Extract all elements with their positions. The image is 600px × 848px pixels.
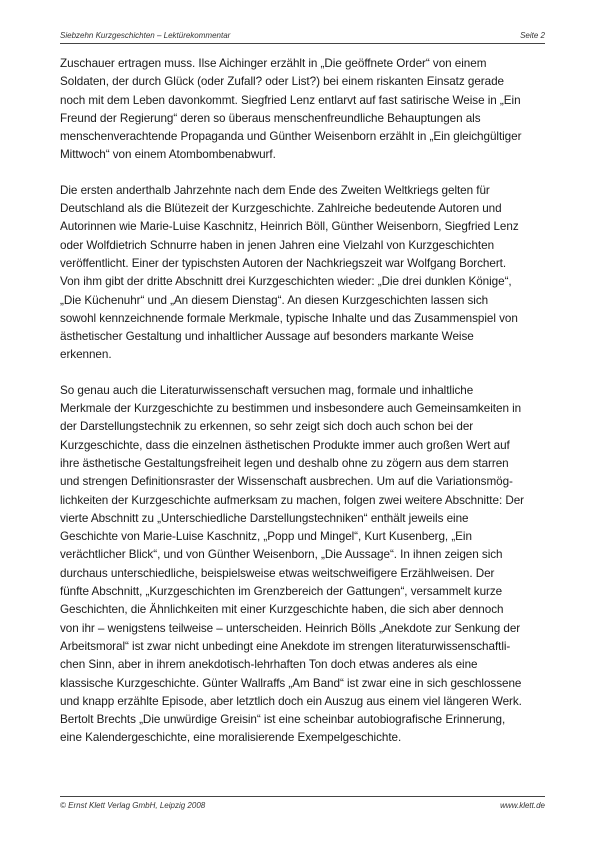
text-line: Deutschland als die Blütezeit der Kurzgeschichte. Zahlreiche bedeutende Autoren und	[60, 202, 502, 216]
text-line: Geschichte von Marie-Luise Kaschnitz, „Popp und Mingel“, Kurt Kusenberg, „Ein	[60, 530, 472, 544]
text-line: eine Kalendergeschichte, eine moralisierende Exempelgeschichte.	[60, 731, 402, 745]
text-line: „Die Küchenuhr“ und „An diesem Dienstag“. An diesen Kurzgeschichten lassen sich	[60, 293, 489, 307]
text-line: Soldaten, der durch Glück (oder Zufall? oder List?) bei einem riskanten Einsatz gerade	[60, 75, 504, 89]
text-line: lichkeiten der Kurzgeschichte aufmerksam zu machen, folgen zwei weitere Abschnitte: Der	[60, 493, 525, 507]
text-line: und strengen Definitionsraster der Wissenschaft ausbrechen. Um auf die Variationsmög-	[60, 475, 513, 489]
publisher-url: www.klett.de	[500, 801, 545, 810]
text-line: Geschichten, die Ähnlichkeiten mit einer Kurzgeschichte haben, die sich aber dennoch	[60, 603, 504, 617]
page-footer	[60, 796, 545, 811]
text-line: Freund der Regierung“ deren so überaus menschenfreundliche Behauptungen als	[60, 111, 481, 125]
text-line: und knapp erzählte Episode, aber letztlich doch ein Auszug aus einem viel längeren Werk.	[60, 694, 522, 708]
header-title: Siebzehn Kurzgeschichten – Lektürekommentar	[60, 31, 231, 40]
text-line: Bertolt Brechts „Die unwürdige Greisin“ ist eine scheinbar autobiografische Erinnerung,	[60, 713, 506, 727]
text-line: Arbeitsmoral“ ist zwar nicht unbedingt eine Anekdote im strengen literaturwissenschaftli-	[60, 639, 511, 653]
text-line: der Darstellungstechnik zu erkennen, so sehr zeigt sich doch auch schon bei der	[60, 420, 474, 434]
text-line: vierte Abschnitt zu „Unterschiedliche Darstellungstechniken“ enthält jeweils eine	[60, 511, 469, 525]
text-line: Merkmale der Kurzgeschichte zu bestimmen und insbesondere auch Gemeinsamkeiten in	[60, 402, 522, 416]
paragraph	[60, 55, 555, 165]
paragraph	[60, 382, 555, 748]
text-line: von ihr – wenigstens teilweise – unterscheiden. Heinrich Bölls „Anekdote zur Senkung der	[60, 621, 521, 635]
text-line: sowohl kennzeichnende formale Merkmale, typische Inhalte und das Zusammenspiel von	[60, 311, 518, 325]
text-line: veröffentlicht. Einer der typischsten Autoren der Nachkriegszeit war Wolfgang Borchert.	[60, 256, 507, 270]
text-line: Zuschauer ertragen muss. Ilse Aichinger erzählt in „Die geöffnete Order“ von einem	[60, 57, 487, 70]
page-number: Seite 2	[520, 31, 545, 40]
paragraph	[60, 182, 555, 365]
text-line: Autorinnen wie Marie-Luise Kaschnitz, Heinrich Böll, Günther Weisenborn, Siegfried Lenz	[60, 220, 519, 234]
text-line: durchaus unterschiedliche, beispielsweise etwas weitschweifigere Erzählweisen. Der	[60, 566, 495, 580]
text-line: chen Sinn, aber in ihrem anekdotisch-lehrhaften Ton doch etwas anderes als eine	[60, 658, 478, 672]
text-line: ästhetischer Gestaltung und inhaltlicher Aussage auf besonders markante Weise	[60, 330, 474, 344]
text-line: Die ersten anderthalb Jahrzehnte nach dem Ende des Zweiten Weltkriegs gelten für	[60, 183, 490, 197]
text-line: menschenverachtende Propaganda und Günther Weisenborn erzählt in „Ein gleichgültiger	[60, 130, 522, 144]
text-line: verächtlicher Blick“, und von Günther Weisenborn, „Die Aussage“. In ihnen zeigen sich	[60, 548, 503, 562]
text-line: Kurzgeschichte, dass die einzelnen ästhetischen Produkte immer auch großen Wert auf	[60, 438, 510, 452]
body-text	[60, 55, 555, 765]
copyright-notice: © Ernst Klett Verlag GmbH, Leipzig 2008	[60, 801, 206, 810]
text-line: Mittwoch“ von einem Atombombenabwurf.	[60, 148, 276, 162]
text-line: klassische Kurzgeschichte. Günter Wallraffs „Am Band“ ist zwar eine in sich geschlossene	[60, 676, 522, 690]
text-line: erkennen.	[60, 348, 112, 362]
text-line: fünfte Abschnitt, „Kurzgeschichten im Grenzbereich der Gattungen“, versammelt kurze	[60, 585, 503, 599]
text-line: Von ihm gibt der dritte Abschnitt drei Kurzgeschichten wieder: „Die drei dunklen Könige“,	[60, 275, 512, 289]
page-header	[60, 29, 545, 44]
text-line: noch mit dem Leben davonkommt. Siegfried Lenz entlarvt auf fast satirische Weise in „Ein	[60, 93, 521, 107]
text-line: oder Wolfdietrich Schnurre haben in jenen Jahren eine Vielzahl von Kurzgeschichten	[60, 238, 495, 252]
text-line: So genau auch die Literaturwissenschaft versuchen mag, formale und inhaltliche	[60, 383, 474, 397]
text-line: ihre ästhetische Gestaltungsfreiheit legen und deshalb ohne zu zögern aus dem starren	[60, 456, 509, 470]
